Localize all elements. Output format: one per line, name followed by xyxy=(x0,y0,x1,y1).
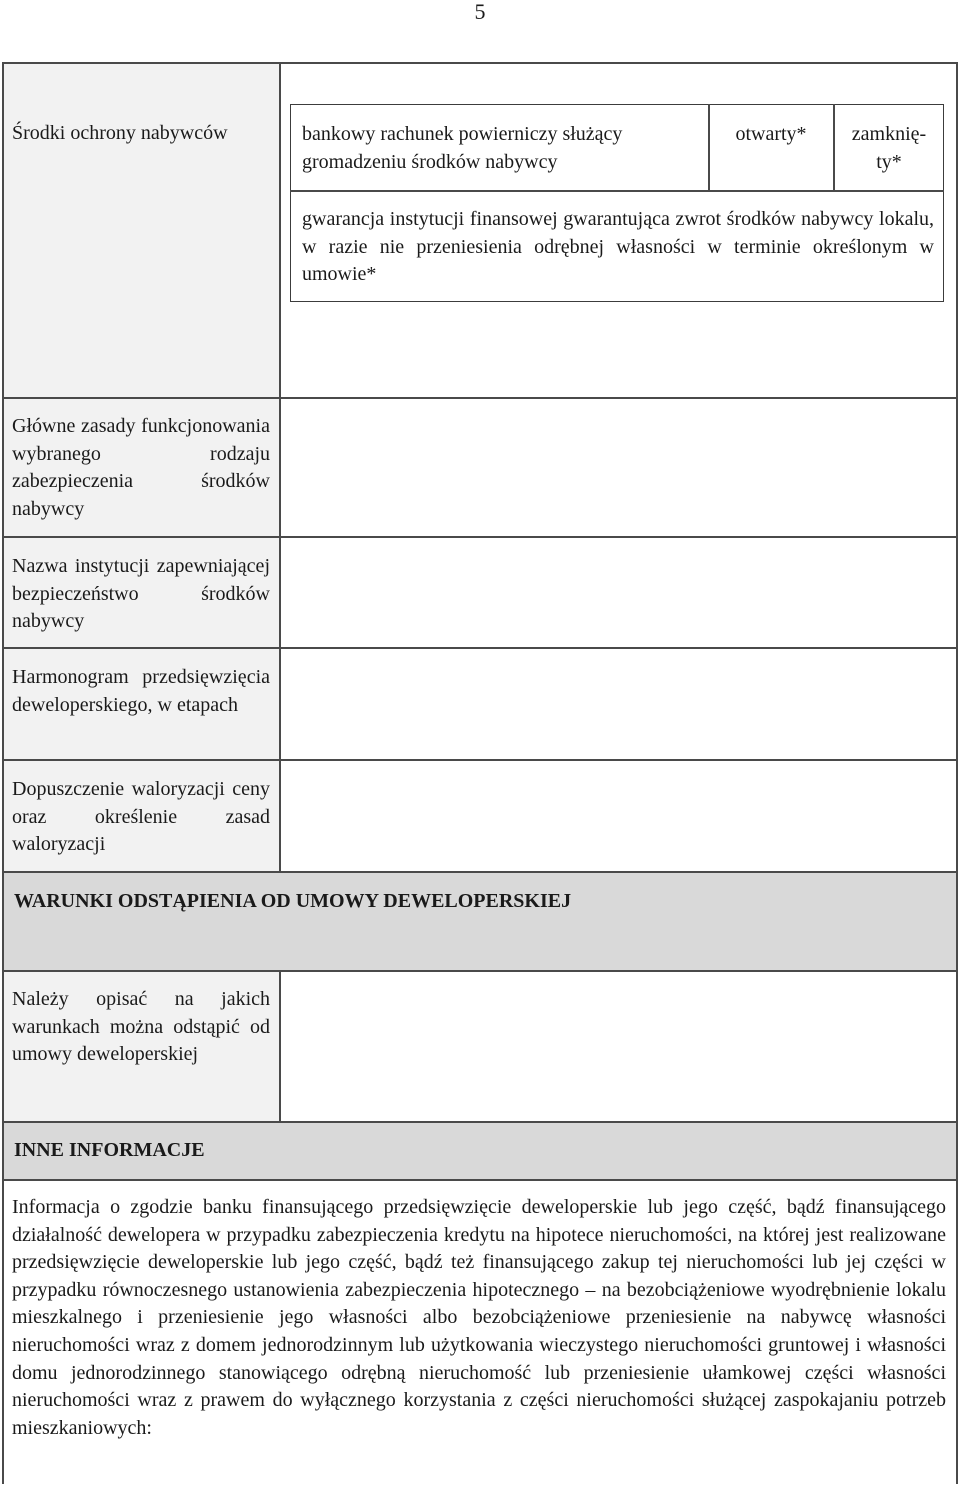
gwarancja-option[interactable]: gwarancja instytucji finansowej gwarantująca zwrot środków nabywcy lokalu, w razie nie przeniesienia odrębnej własności w terminie określonym w umowie* xyxy=(302,208,934,285)
value-waloryzacja[interactable] xyxy=(282,762,956,870)
checkbox-otwarty[interactable]: otwarty* xyxy=(735,123,807,145)
label-waloryzacja: Dopuszczenie waloryzacji ceny oraz określenie zasad waloryzacji xyxy=(12,778,270,855)
informacja-zgoda-banku: Informacja o zgodzie banku finansującego przedsięwzięcie deweloperskie lub jego część, bądź finansującego działalność dewelopera w przypadku zabezpieczenia kredytu na hipotece nieruchomości, na której jest realizowane przedsięwzięcie deweloperskie lub jego część, bądź też finansującego zakup tej nieruchomości lub jej części w przypadku równoczesnego ustanowienia zabezpieczenia hipotecznego – na bezobciążeniowe wyodrębnienie lokalu mieszkalnego i przeniesienie jego własności albo bezobciążeniowe przeniesienie na nabywcę własności nieruchomości wraz z domem jednorodzinnym lub użytkowania wieczystego nieruchomości gruntowej i własności domu jednorodzinnego stanowiącego odrębną nieruchomość lub przeniesienie ułamkowej części własności nieruchomości wraz z prawem do wyłącznego korzystania z części nieruchomości służącej zaspokajaniu potrzeb mieszkaniowych: xyxy=(12,1196,946,1439)
label-harmonogram: Harmonogram przedsięwzięcia deweloperskiego, w etapach xyxy=(12,666,270,716)
value-warunki-odstapienia[interactable] xyxy=(282,973,956,1120)
section-warunki: WARUNKI ODSTĄPIENIA OD UMOWY DEWELOPERSKIEJ xyxy=(2,873,957,971)
zamkniety-line1: zamknię- xyxy=(851,123,927,145)
value-harmonogram[interactable] xyxy=(282,650,956,758)
rachunek-label: bankowy rachunek powierniczy służący gromadzeniu środków nabywcy xyxy=(302,123,623,173)
value-zasady[interactable] xyxy=(282,400,956,535)
label-nazwa-instytucji: Nazwa instytucji zapewniającej bezpieczeństwo środków nabywcy xyxy=(12,555,270,632)
label-ochrona-cell xyxy=(2,62,280,398)
section-inne-informacje: INNE INFORMACJE xyxy=(2,1123,957,1179)
label-srodki-ochrony: Środki ochrony nabywców xyxy=(12,122,228,144)
page-number: 5 xyxy=(474,0,486,24)
zamkniety-line2: ty* xyxy=(876,150,902,173)
label-warunki-odstapienia: Należy opisać na jakich warunkach można odstąpić od umowy deweloperskiej xyxy=(12,988,270,1065)
label-zasady: Główne zasady funkcjonowania wybranego rodzaju zabezpieczenia środków nabywcy xyxy=(12,415,270,520)
checkbox-zamkniety[interactable] xyxy=(834,121,944,176)
value-nazwa-instytucji[interactable] xyxy=(282,539,956,646)
